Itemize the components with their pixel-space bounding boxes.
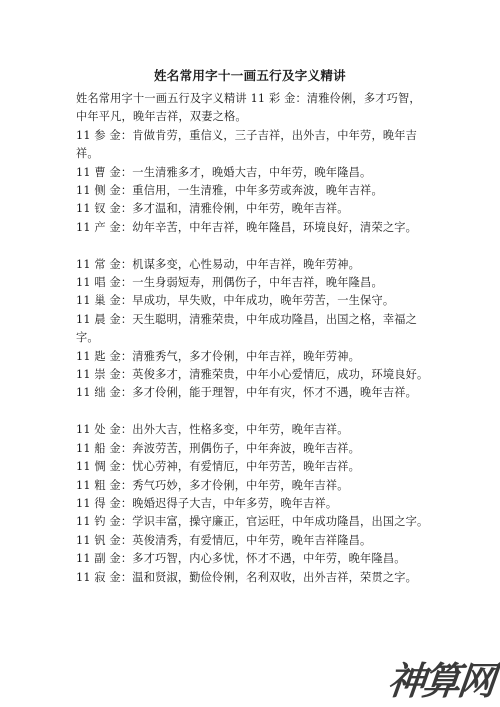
- paragraph: 11 匙 金：清雅秀气，多才伶俐，中年吉祥，晚年劳神。: [76, 349, 361, 363]
- paragraph: 11 粗 金：秀气巧妙，多才伶俐，中年劳，晚年吉祥。: [76, 478, 349, 492]
- paragraph: 11 侧 金：重信用，一生清雅，中年多劳或奔波，晚年吉祥。: [76, 184, 383, 198]
- paragraph: 11 唱 金：一生身弱短寿，刑偶伤子，中年吉祥，晚年隆昌。: [76, 276, 383, 290]
- paragraph: 姓名常用字十一画五行及字义精讲 11 彩 金：清雅伶俐，多才巧智，中年平凡，晚年吉祥，双妻之格。: [76, 92, 421, 124]
- paragraph: 11 钓 金：学识丰富，操守廉正，官运旺，中年成功隆昌，出国之字。: [76, 515, 429, 529]
- paragraph: 11 钗 金：多才温和，清雅伶俐，中年劳，晚年吉祥。: [76, 202, 349, 216]
- paragraph-gap: [76, 237, 432, 255]
- watermark-logo: 神算网: [385, 659, 495, 703]
- paragraph: 11 巢 金：早成功，早失败，中年成功，晚年劳苦，一生保守。: [76, 294, 395, 308]
- document-title: 姓名常用字十一画五行及字义精讲: [153, 68, 346, 83]
- paragraph: 11 惆 金：忧心劳神，有爱情厄，中年劳苦，晚年吉祥。: [76, 460, 361, 474]
- paragraph: 11 参 金：肯做肯劳，重信义，三子吉祥，出外吉，中年劳，晚年吉祥。: [76, 128, 417, 161]
- paragraph: 11 崇 金：英俊多才，清雅荣贵，中年小心爱情厄，成功，环境良好。: [76, 368, 429, 382]
- paragraph: 11 晨 金：天生聪明，清雅荣贵，中年成功隆昌，出国之格，幸福之字。: [76, 312, 417, 345]
- document-body: [76, 90, 432, 587]
- paragraph: 11 寂 金：温和贤淑，勤俭伶俐，名利双收，出外吉祥，荣贯之字。: [76, 570, 417, 584]
- paragraph: 11 钒 金：英俊清秀，有爱情厄，中年劳，晚年吉祥隆昌。: [76, 533, 372, 547]
- paragraph: 11 船 金：奔波劳苦，刑偶伤子，中年奔波，晚年吉祥。: [76, 441, 361, 455]
- paragraph: 11 曹 金：一生清雅多才，晚婚大吉，中年劳，晚年隆昌。: [76, 165, 372, 179]
- paragraph: 11 常 金：机谋多变，心性易动，中年吉祥，晚年劳神。: [76, 257, 361, 271]
- paragraph: 11 得 金：晚婚迟得子大吉，中年多劳，晚年吉祥。: [76, 496, 338, 510]
- paragraph-gap: [76, 403, 432, 421]
- paragraph: 11 产 金：幼年辛苦，中年吉祥，晚年隆昌，环境良好，清荣之字。: [76, 220, 417, 234]
- paragraph: 11 副 金：多才巧智，内心多忧，怀才不遇，中年劳，晚年隆昌。: [76, 552, 406, 566]
- paragraph: 11 绌 金：多才伶俐，能于理智，中年有灾，怀才不遇，晚年吉祥。: [76, 386, 417, 400]
- paragraph: 11 处 金：出外大吉，性格多变，中年劳，晚年吉祥。: [76, 423, 349, 437]
